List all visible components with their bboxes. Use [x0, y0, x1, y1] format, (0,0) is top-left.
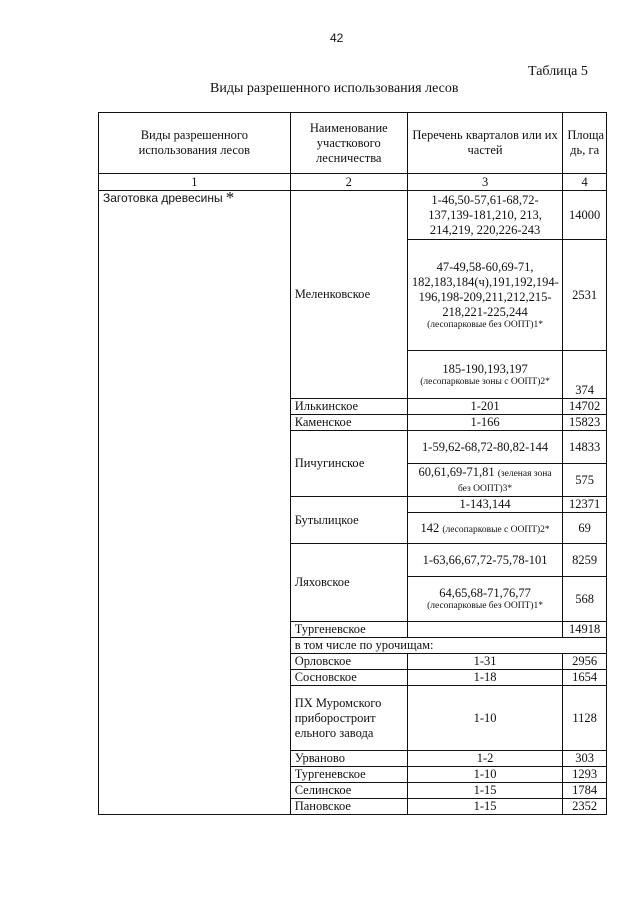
area-cell: 12371 — [563, 497, 607, 513]
quarters-cell: 1-2 — [407, 751, 562, 767]
area-cell: 2531 — [563, 240, 607, 351]
forestry-name: Илькинское — [290, 399, 407, 415]
tract-name: Сосновское — [290, 670, 407, 686]
use-type-cell — [99, 188, 291, 815]
tract-name: ПХ Муромского приборостроит ельного завода — [290, 686, 407, 751]
area-cell: 14702 — [563, 399, 607, 415]
quarters-note: (лесопарковые зоны с ООПТ)2* — [420, 376, 550, 387]
header-row — [99, 113, 607, 174]
area-cell: 2352 — [563, 799, 607, 815]
header-use: Виды разрешенного использования лесов — [99, 113, 291, 174]
quarters-cell: 1-46,50-57,61-68,72-137,139-181,210, 213, 214,219, 220,226-243 — [407, 191, 562, 240]
header-quarters: Перечень кварталов или их частей — [407, 113, 562, 174]
forestry-name: Ляховское — [290, 544, 407, 622]
quarters-cell — [407, 351, 562, 399]
tract-name: Пановское — [290, 799, 407, 815]
quarters-cell: 1-31 — [407, 654, 562, 670]
forestry-name: Меленковское — [290, 191, 407, 399]
quarters-cell: 1-15 — [407, 799, 562, 815]
quarters-cell: 1-166 — [407, 415, 562, 431]
quarters-cell — [407, 240, 562, 351]
area-cell: 14000 — [563, 191, 607, 240]
col-number: 1 — [99, 174, 291, 191]
quarters-text: 47-49,58-60,69-71, 182,183,184(ч),191,192,194-196,198-209,211,212,215-218,221-225,244 — [411, 259, 559, 319]
quarters-text: 185-190,193,197 — [442, 361, 528, 376]
area-cell: 69 — [563, 513, 607, 544]
forestry-name: Тургеневское — [290, 622, 407, 638]
forestry-name: Каменское — [290, 415, 407, 431]
quarters-note: (лесопарковые без ООПТ)1* — [427, 319, 544, 330]
tract-name: Орловское — [290, 654, 407, 670]
quarters-cell — [407, 464, 562, 497]
quarters-cell: 1-10 — [407, 767, 562, 783]
area-cell: 15823 — [563, 415, 607, 431]
quarters-cell: 1-63,66,67,72-75,78-101 — [407, 544, 562, 577]
quarters-cell — [407, 622, 562, 638]
quarters-text: 64,65,68-71,76,77 — [439, 586, 531, 600]
area-cell: 1654 — [563, 670, 607, 686]
quarters-text: 142 — [420, 520, 440, 535]
col-number: 2 — [290, 174, 407, 191]
quarters-cell: 1-201 — [407, 399, 562, 415]
column-number-row — [99, 174, 607, 191]
subtotal-label: в том числе по урочищам: — [290, 638, 606, 654]
table-number: Таблица 5 — [528, 64, 588, 79]
header-area: Площа дь, га — [563, 113, 607, 174]
tract-name: Тургеневское — [290, 767, 407, 783]
page-number: 42 — [330, 31, 344, 45]
forestry-name: Бутылицкое — [290, 497, 407, 544]
area-cell: 14833 — [563, 431, 607, 464]
col-number: 4 — [563, 174, 607, 191]
quarters-note: (лесопарковые без ООПТ)1* — [427, 601, 544, 611]
quarters-cell: 1-15 — [407, 783, 562, 799]
table-row — [99, 191, 607, 240]
area-cell: 1128 — [563, 686, 607, 751]
use-type-label: Заготовка древесины — [103, 191, 223, 205]
quarters-cell: 1-18 — [407, 670, 562, 686]
tract-name: Селинское — [290, 783, 407, 799]
area-cell: 1784 — [563, 783, 607, 799]
quarters-cell — [407, 577, 562, 622]
col-number: 3 — [407, 174, 562, 191]
area-cell: 303 — [563, 751, 607, 767]
area-cell: 1293 — [563, 767, 607, 783]
tract-name: Урваново — [290, 751, 407, 767]
quarters-text: 60,61,69-71,81 — [418, 465, 495, 479]
quarters-cell — [407, 513, 562, 544]
header-forestry: Наименование участкового лесничества — [290, 113, 407, 174]
quarters-note: (зеленая зона без ООПТ)3* — [457, 469, 552, 494]
area-cell: 8259 — [563, 544, 607, 577]
area-cell: 374 — [563, 351, 607, 399]
table-title: Виды разрешенного использования лесов — [210, 81, 459, 96]
quarters-cell: 1-143,144 — [407, 497, 562, 513]
quarters-note: (лесопарковые с ООПТ)2* — [442, 524, 550, 535]
area-cell: 575 — [563, 464, 607, 497]
area-cell: 568 — [563, 577, 607, 622]
footnote-mark: * — [225, 188, 235, 207]
forestry-name: Пичугинское — [290, 431, 407, 497]
forest-use-table — [98, 112, 607, 815]
quarters-cell: 1-59,62-68,72-80,82-144 — [407, 431, 562, 464]
area-cell: 2956 — [563, 654, 607, 670]
area-cell: 14918 — [563, 622, 607, 638]
quarters-cell: 1-10 — [407, 686, 562, 751]
